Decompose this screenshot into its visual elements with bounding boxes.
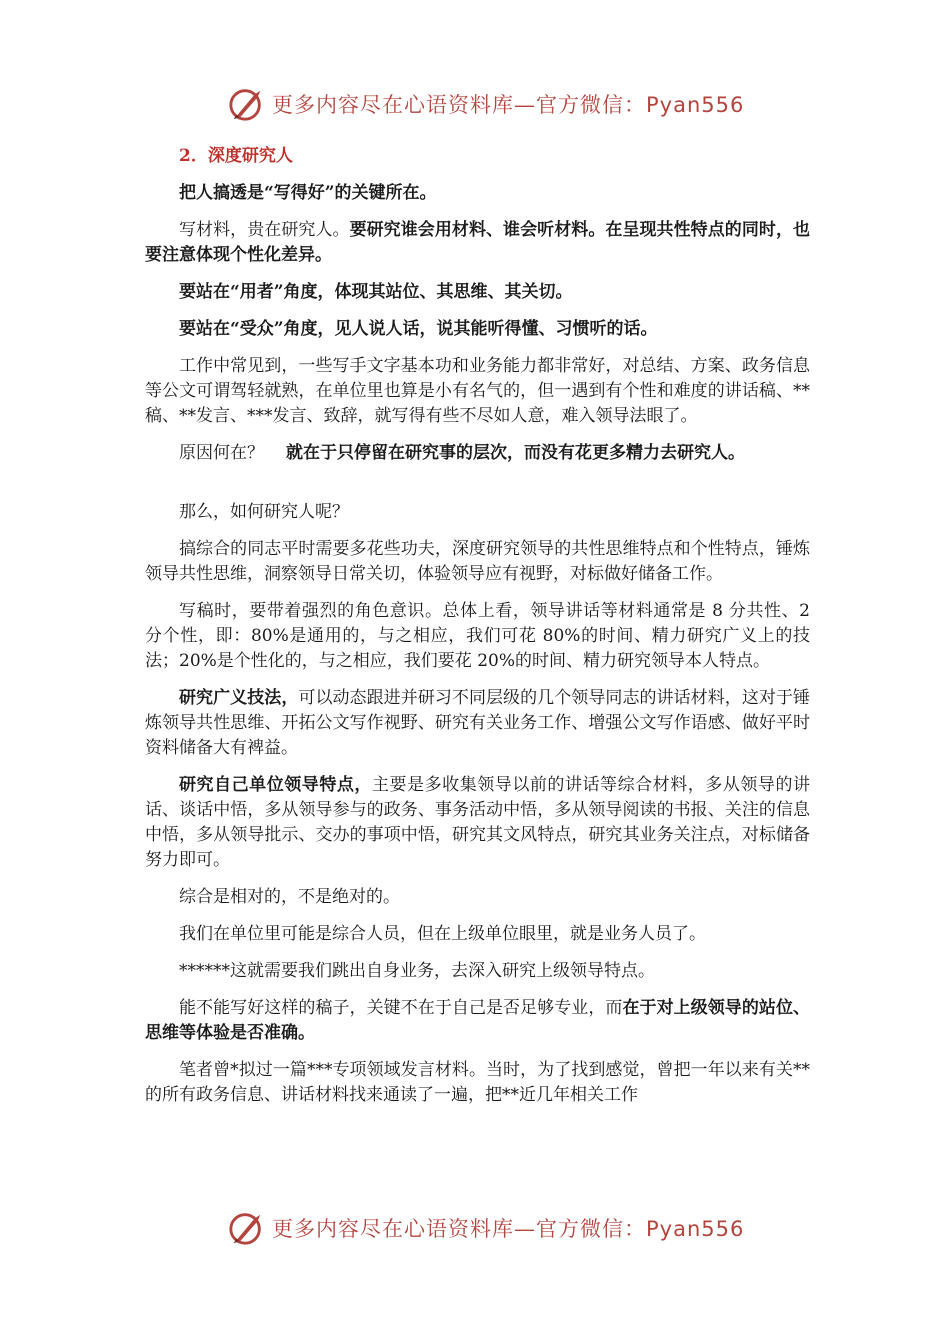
- paragraph: 搞综合的同志平时需要多花些功夫，深度研究领导的共性思维特点和个性特点，锤炼领导共性思维，洞察领导日常关切，体验领导应有视野，对标做好储备工作。: [145, 539, 810, 584]
- paragraph: 原因何在？ 就在于只停留在研究事的层次，而没有花更多精力去研究人。: [179, 443, 745, 463]
- paragraph: ******这就需要我们跳出自身业务，去深入研究上级领导特点。: [179, 961, 655, 981]
- header-banner: [228, 84, 744, 124]
- paragraph: 写材料，贵在研究人。要研究谁会用材料、谁会听材料。在呈现共性特点的同时，也要注意体现个性化差异。: [145, 220, 811, 265]
- pen-logo-icon: [228, 85, 266, 123]
- paragraph: 工作中常见到，一些写手文字基本功和业务能力都非常好，对总结、方案、政务信息等公文可谓驾轻就熟，在单位里也算是小有名气的，但一遇到有个性和难度的讲话稿、**稿、**发言、***发言、致辞，就写得有些不尽如人意，难入领导法眼了。: [145, 356, 810, 426]
- pen-logo-icon: [228, 1209, 266, 1247]
- paragraph: 能不能写好这样的稿子，关键不在于自己是否足够专业，而在于对上级领导的站位、思维等体验是否准确。: [145, 998, 811, 1043]
- paragraph: 把人搞透是“写得好”的关键所在。: [179, 183, 437, 203]
- banner-text: 更多内容尽在心语资料库—官方微信：Pyan556: [272, 1217, 745, 1241]
- banner-text: 更多内容尽在心语资料库—官方微信：Pyan556: [272, 93, 745, 117]
- footer-banner: [228, 1208, 744, 1248]
- paragraph: 综合是相对的，不是绝对的。: [179, 887, 400, 907]
- paragraph: 研究广义技法，可以动态跟进并研习不同层级的几个领导同志的讲话材料，这对于锤炼领导共性思维、开拓公文写作视野、研究有关业务工作、增强公文写作语感、做好平时资料储备大有裨益。: [145, 688, 811, 758]
- paragraph: 要站在“用者”角度，体现其站位、其思维、其关切。: [179, 282, 573, 302]
- paragraph: 我们在单位里可能是综合人员，但在上级单位眼里，就是业务人员了。: [179, 924, 706, 944]
- article-body: [145, 144, 810, 1120]
- paragraph: 写稿时，要带着强烈的角色意识。总体上看，领导讲话等材料通常是 8 分共性、2 分个性，即：80%是通用的，与之相应，我们可花 80%的时间、精力研究广义上的技法；20%是个性化的，与之相应，我们要花 20%的时间、精力研究领导本人特点。: [145, 601, 810, 671]
- paragraph: 要站在“受众”角度，见人说人话，说其能听得懂、习惯听的话。: [179, 319, 658, 339]
- section-heading: 2．深度研究人: [179, 146, 293, 166]
- paragraph: 笔者曾*拟过一篇***专项领域发言材料。当时，为了找到感觉，曾把一年以来有关**的所有政务信息、讲话材料找来通读了一遍，把**近几年相关工作: [145, 1060, 810, 1105]
- paragraph: 研究自己单位领导特点，主要是多收集领导以前的讲话等综合材料，多从领导的讲话、谈话中悟，多从领导参与的政务、事务活动中悟，多从领导阅读的书报、关注的信息中悟，多从领导批示、交办的事项中悟，研究其文风特点，研究其业务关注点，对标储备努力即可。: [145, 775, 811, 870]
- paragraph: 那么，如何研究人呢？: [179, 502, 349, 522]
